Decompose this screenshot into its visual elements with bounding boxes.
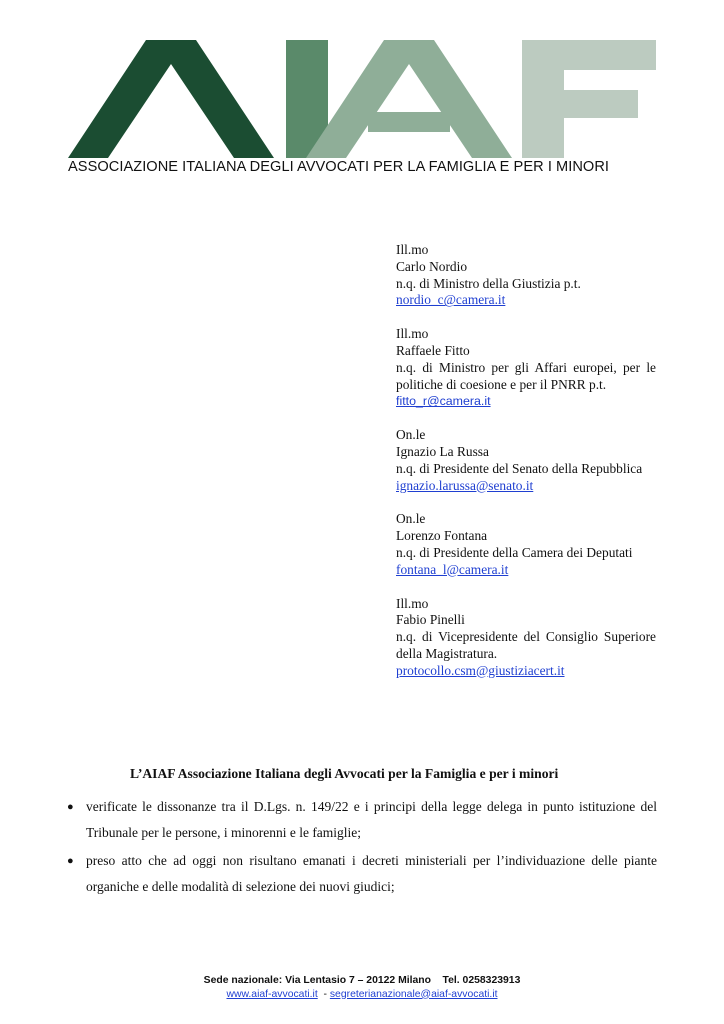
recipient-role: n.q. di Presidente del Senato della Repubblica (396, 460, 643, 476)
recipient-title: Ill.mo (396, 242, 429, 257)
recipient-email-link[interactable]: protocollo.csm@giustiziacert.it (396, 662, 565, 678)
aiaf-logo (68, 40, 656, 158)
recipient-nordio (396, 242, 656, 309)
recipient-role: n.q. di Ministro della Giustizia p.t. (396, 275, 581, 291)
bullet-text: verificate le dissonanze tra il D.Lgs. n. 149/22 e i principi della legge delega in punto istituzione del Tribunale per le persone, i minorenni e le famiglie; (86, 799, 657, 840)
recipient-title: Ill.mo (396, 326, 429, 342)
aiaf-logo-graphic (68, 40, 656, 158)
recipient-role: n.q. di Ministro per gli Affari europei, per le politiche di coesione e per il PNRR p.t. (396, 359, 656, 392)
body-heading: L’AIAF Associazione Italiana degli Avvocati per la Famiglia e per i minori (130, 766, 559, 781)
footer-email-link[interactable]: segreterianazionale@aiaf-avvocati.it (329, 988, 498, 1000)
recipient-name: Lorenzo Fontana (396, 528, 488, 544)
recipient-name: Fabio Pinelli (396, 612, 465, 628)
recipient-title: On.le (396, 511, 426, 527)
footer-address: Sede nazionale: Via Lentasio 7 – 20122 Milano Tel. 0258323913 (203, 975, 521, 986)
recipient-pinelli (396, 596, 656, 680)
footer-website-link[interactable]: www.aiaf-avvocati.it (226, 988, 318, 1000)
footer (0, 974, 724, 1001)
recipient-name: Ignazio La Russa (396, 443, 489, 459)
recipient-email-link[interactable]: fontana_l@camera.it (396, 561, 509, 577)
association-name: ASSOCIAZIONE ITALIANA DEGLI AVVOCATI PER LA FAMIGLIA E PER I MINORI (68, 159, 610, 175)
recipient-name: Carlo Nordio (396, 258, 468, 274)
list-item (67, 794, 657, 846)
bullet-text: preso atto che ad oggi non risultano emanati i decreti ministeriali per l’individuazione delle piante organiche e delle modalità di selezione dei nuovi giudici; (86, 853, 657, 894)
bullet-icon: ● (67, 855, 74, 867)
recipient-email-link[interactable]: ignazio.larussa@senato.it (396, 477, 534, 493)
recipient-fontana (396, 511, 656, 578)
recipient-title: On.le (396, 427, 426, 443)
footer-separator: - (317, 988, 327, 1000)
recipient-title: Ill.mo (396, 595, 429, 611)
bullet-list (67, 794, 657, 902)
recipient-email-link[interactable]: nordio_c@camera.it (396, 292, 506, 308)
list-item (67, 848, 657, 900)
bullet-icon: ● (67, 801, 74, 813)
recipient-role: n.q. di Vicepresidente del Consiglio Superiore della Magistratura. (396, 629, 656, 661)
recipient-role: n.q. di Presidente della Camera dei Deputati (396, 544, 633, 560)
recipients-block (396, 242, 656, 697)
recipient-fitto (396, 326, 656, 410)
recipient-email-link[interactable]: fitto_r@camera.it (396, 394, 491, 409)
recipient-larussa (396, 427, 656, 494)
recipient-name: Raffaele Fitto (396, 342, 470, 358)
